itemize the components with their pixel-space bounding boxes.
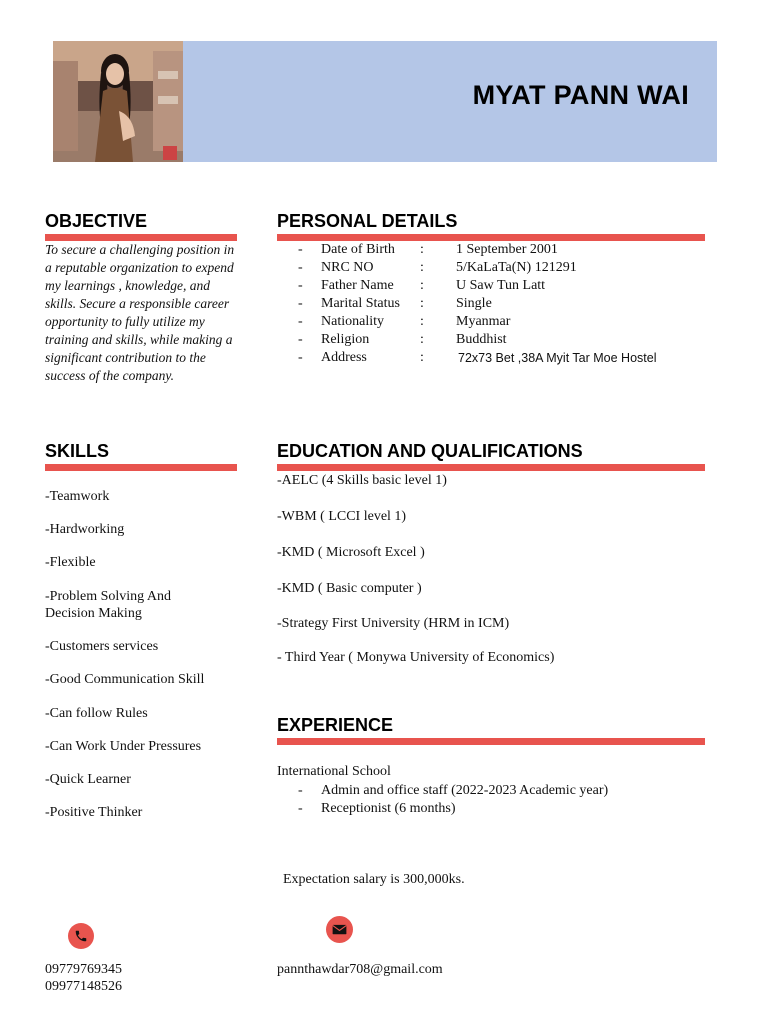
phone-number[interactable]: 09779769345 — [45, 962, 122, 977]
education-item: -AELC (4 Skills basic level 1) — [277, 473, 447, 488]
phone-number[interactable]: 09977148526 — [45, 979, 122, 994]
skills-title: SKILLS — [45, 441, 110, 461]
bullet-dash: - — [298, 350, 303, 365]
skill-item: -Teamwork — [45, 489, 110, 504]
personal-details-divider — [277, 234, 705, 241]
skill-item: -Can Work Under Pressures — [45, 739, 202, 754]
skill-item: -Hardworking — [45, 522, 125, 537]
education-item: -KMD ( Basic computer ) — [277, 581, 422, 596]
objective-text: To secure a challenging position in a reputable organization to expend my learnings , knowledge, and skills. Secure a responsible career opportunity to fully utilize my training and skills, while making a significant contribution to the success of the company. — [45, 242, 235, 383]
detail-colon: : — [420, 296, 424, 311]
education-title: EDUCATION AND QUALIFICATIONS — [277, 441, 583, 461]
bullet-dash: - — [298, 783, 303, 798]
detail-colon: : — [420, 278, 424, 293]
detail-colon: : — [420, 314, 424, 329]
education-item: -KMD ( Microsoft Excel ) — [277, 545, 425, 560]
bullet-dash: - — [298, 242, 303, 257]
skill-item: -Customers services — [45, 639, 159, 654]
experience-title: EXPERIENCE — [277, 715, 394, 735]
bullet-dash: - — [298, 278, 303, 293]
detail-label: Religion — [321, 332, 370, 347]
skill-item: -Good Communication Skill — [45, 672, 205, 687]
skill-item: -Problem Solving And Decision Making — [45, 589, 172, 621]
experience-role-text: Admin and office staff (2022-2023 Academic year) — [321, 783, 609, 798]
phone-icon — [68, 923, 94, 949]
experience-organization: International School — [277, 764, 391, 779]
skills-divider — [45, 464, 237, 471]
detail-label: Nationality — [321, 314, 384, 329]
candidate-name: MYAT PANN WAI — [472, 80, 689, 110]
profile-photo — [53, 41, 183, 162]
detail-value: 72x73 Bet ,38A Myit Tar Moe Hostel — [458, 351, 657, 365]
detail-colon: : — [420, 242, 424, 257]
detail-value: U Saw Tun Latt — [456, 278, 546, 293]
skill-item: -Quick Learner — [45, 772, 131, 787]
detail-label: Father Name — [321, 278, 394, 293]
education-divider — [277, 464, 705, 471]
email-address[interactable]: pannthawdar708@gmail.com — [277, 962, 443, 977]
education-item: - Third Year ( Monywa University of Economics) — [277, 650, 555, 665]
mail-icon — [326, 916, 353, 943]
detail-label: Date of Birth — [321, 242, 395, 257]
salary-expectation: Expectation salary is 300,000ks. — [283, 872, 465, 887]
detail-label: Address — [321, 350, 367, 365]
bullet-dash: - — [298, 801, 303, 816]
bullet-dash: - — [298, 332, 303, 347]
objective-title: OBJECTIVE — [45, 211, 148, 231]
education-item: -Strategy First University (HRM in ICM) — [277, 616, 510, 631]
bullet-dash: - — [298, 296, 303, 311]
detail-value: Single — [456, 296, 492, 311]
experience-role-text: Receptionist (6 months) — [321, 801, 456, 816]
personal-details-title: PERSONAL DETAILS — [277, 211, 458, 231]
detail-label: Marital Status — [321, 296, 400, 311]
education-item: -WBM ( LCCI level 1) — [277, 509, 407, 524]
detail-colon: : — [420, 350, 424, 365]
skill-item: -Can follow Rules — [45, 706, 148, 721]
detail-value: 1 September 2001 — [456, 242, 558, 257]
bullet-dash: - — [298, 314, 303, 329]
detail-value: Myanmar — [456, 314, 511, 329]
experience-divider — [277, 738, 705, 745]
detail-colon: : — [420, 260, 424, 275]
bullet-dash: - — [298, 260, 303, 275]
phone-numbers — [45, 961, 122, 995]
detail-label: NRC NO — [321, 260, 374, 275]
objective-divider — [45, 234, 237, 241]
detail-value: 5/KaLaTa(N) 121291 — [456, 260, 577, 275]
skill-item: -Positive Thinker — [45, 805, 143, 820]
skill-item: -Flexible — [45, 555, 96, 570]
detail-colon: : — [420, 332, 424, 347]
detail-value: Buddhist — [456, 332, 507, 347]
